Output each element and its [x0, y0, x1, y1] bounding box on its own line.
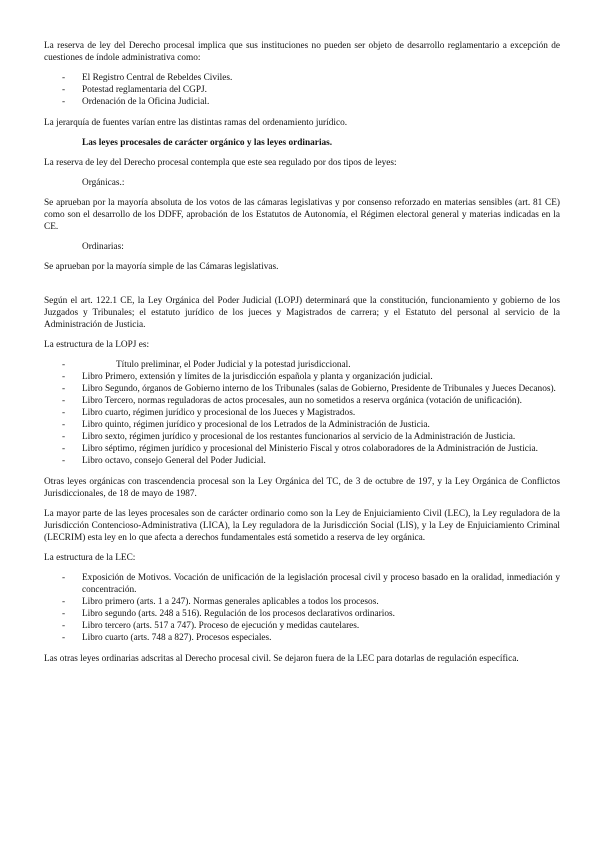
ordinary-laws-paragraph: La mayor parte de las leyes procesales son de carácter ordinario como son la Ley de Enjuiciamiento Civil (LEC), la Ley reguladora de la Jurisdicción Contencioso-Administrativa (LICA), la Ley reguladora de la Jurisdicción Social (LIS), y la Ley de Enjuiciamiento Criminal (LECRIM) esta ley en lo que afecta a derechos fundamentales está sometido a reserva de ley orgánica. — [44, 509, 560, 543]
list-item: - Libro tercero (arts. 517 a 747). Proceso de ejecución y medidas cautelares. — [44, 620, 560, 632]
list-item: - Exposición de Motivos. Vocación de unificación de la legislación procesal civil y proceso basado en la oralidad, inmediación y concentración. — [44, 572, 560, 596]
list-item: - Libro Primero, extensión y límites de la jurisdicción española y planta y organización judicial. — [44, 371, 560, 383]
list-item: - Libro Tercero, normas reguladoras de actos procesales, aun no sometidos a reserva orgánica (votación de unificación). — [44, 395, 560, 407]
lec-structure-list — [44, 572, 560, 644]
ordinarias-label: Ordinarias: — [82, 242, 124, 252]
lopj-structure-list — [44, 359, 560, 467]
list-item: - Libro octavo, consejo General del Poder Judicial. — [44, 455, 560, 467]
list-item: - Libro sexto, régimen jurídico y procesional de los restantes funcionarios al servicio de la Administración de Justicia. — [44, 431, 560, 443]
list-item: - Libro séptimo, régimen jurídico y procesional del Ministerio Fiscal y otros colaboradores de la Administración de Justicia. — [44, 443, 560, 455]
intro-paragraph: La reserva de ley del Derecho procesal implica que sus instituciones no pueden ser objeto de desarrollo reglamentario a excepción de cuestiones de índole administrativa como: — [44, 41, 560, 63]
list-item: - El Registro Central de Rebeldes Civiles. — [44, 72, 560, 84]
list-item: - Libro quinto, régimen jurídico y procesional de los Letrados de la Administración de Justicia. — [44, 419, 560, 431]
list-item: - Libro cuarto (arts. 748 a 827). Procesos especiales. — [44, 632, 560, 644]
list-item: - Libro cuarto, régimen jurídico y procesional de los Jueces y Magistrados. — [44, 407, 560, 419]
list-item: - Libro segundo (arts. 248 a 516). Regulación de los procesos declarativos ordinarios. — [44, 608, 560, 620]
section-heading: Las leyes procesales de carácter orgánico y las leyes ordinarias. — [82, 138, 333, 148]
list-item: - Ordenación de la Oficina Judicial. — [44, 96, 560, 108]
hierarchy-paragraph: La jerarquía de fuentes varían entre las distintas ramas del ordenamiento jurídico. — [44, 118, 348, 128]
list-item: - Título preliminar, el Poder Judicial y la potestad jurisdiccional. — [44, 359, 560, 371]
organicas-paragraph: Se aprueban por la mayoría absoluta de los votos de las cámaras legislativas y por consenso reforzado en materias sensibles (art. 81 CE) como son el desarrollo de los DDFF, aprobación de los Estatutos de Autonomía, el Régimen electoral general y materias indicadas en la CE. — [44, 198, 560, 232]
two-types-paragraph: La reserva de ley del Derecho procesal contempla que este sea regulado por dos tipos de leyes: — [44, 158, 397, 168]
ordinarias-paragraph: Se aprueban por la mayoría simple de las Cámaras legislativas. — [44, 262, 279, 272]
other-organic-paragraph: Otras leyes orgánicas con trascendencia procesal son la Ley Orgánica del TC, de 3 de octubre de 197, y la Ley Orgánica de Conflictos Jurisdiccionales, de 18 de mayo de 1987. — [44, 477, 560, 499]
lopj-structure-label: La estructura de la LOPJ es: — [44, 340, 150, 350]
list-item: - Potestad reglamentaria del CGPJ. — [44, 84, 560, 96]
document-page — [44, 40, 560, 673]
lopj-intro-paragraph: Según el art. 122.1 CE, la Ley Orgánica del Poder Judicial (LOPJ) determinará que la constitución, funcionamiento y gobierno de los Juzgados y Tribunales; el estatuto jurídico de los jueces y Magistrados de carrera; y el Estatuto del personal al servicio de la Administración de Justicia. — [44, 296, 560, 330]
organicas-label: Orgánicas.: — [82, 178, 125, 188]
closing-paragraph: Las otras leyes ordinarias adscritas al Derecho procesal civil. Se dejaron fuera de la LEC para dotarlas de regulación específica. — [44, 654, 519, 664]
lec-structure-label: La estructura de la LEC: — [44, 553, 136, 563]
list-item: - Libro Segundo, órganos de Gobierno interno de los Tribunales (salas de Gobierno, Presidente de Tribunales y Jueces Decanos). — [44, 383, 560, 395]
list-item: - Libro primero (arts. 1 a 247). Normas generales aplicables a todos los procesos. — [44, 596, 560, 608]
exceptions-list — [44, 72, 560, 108]
